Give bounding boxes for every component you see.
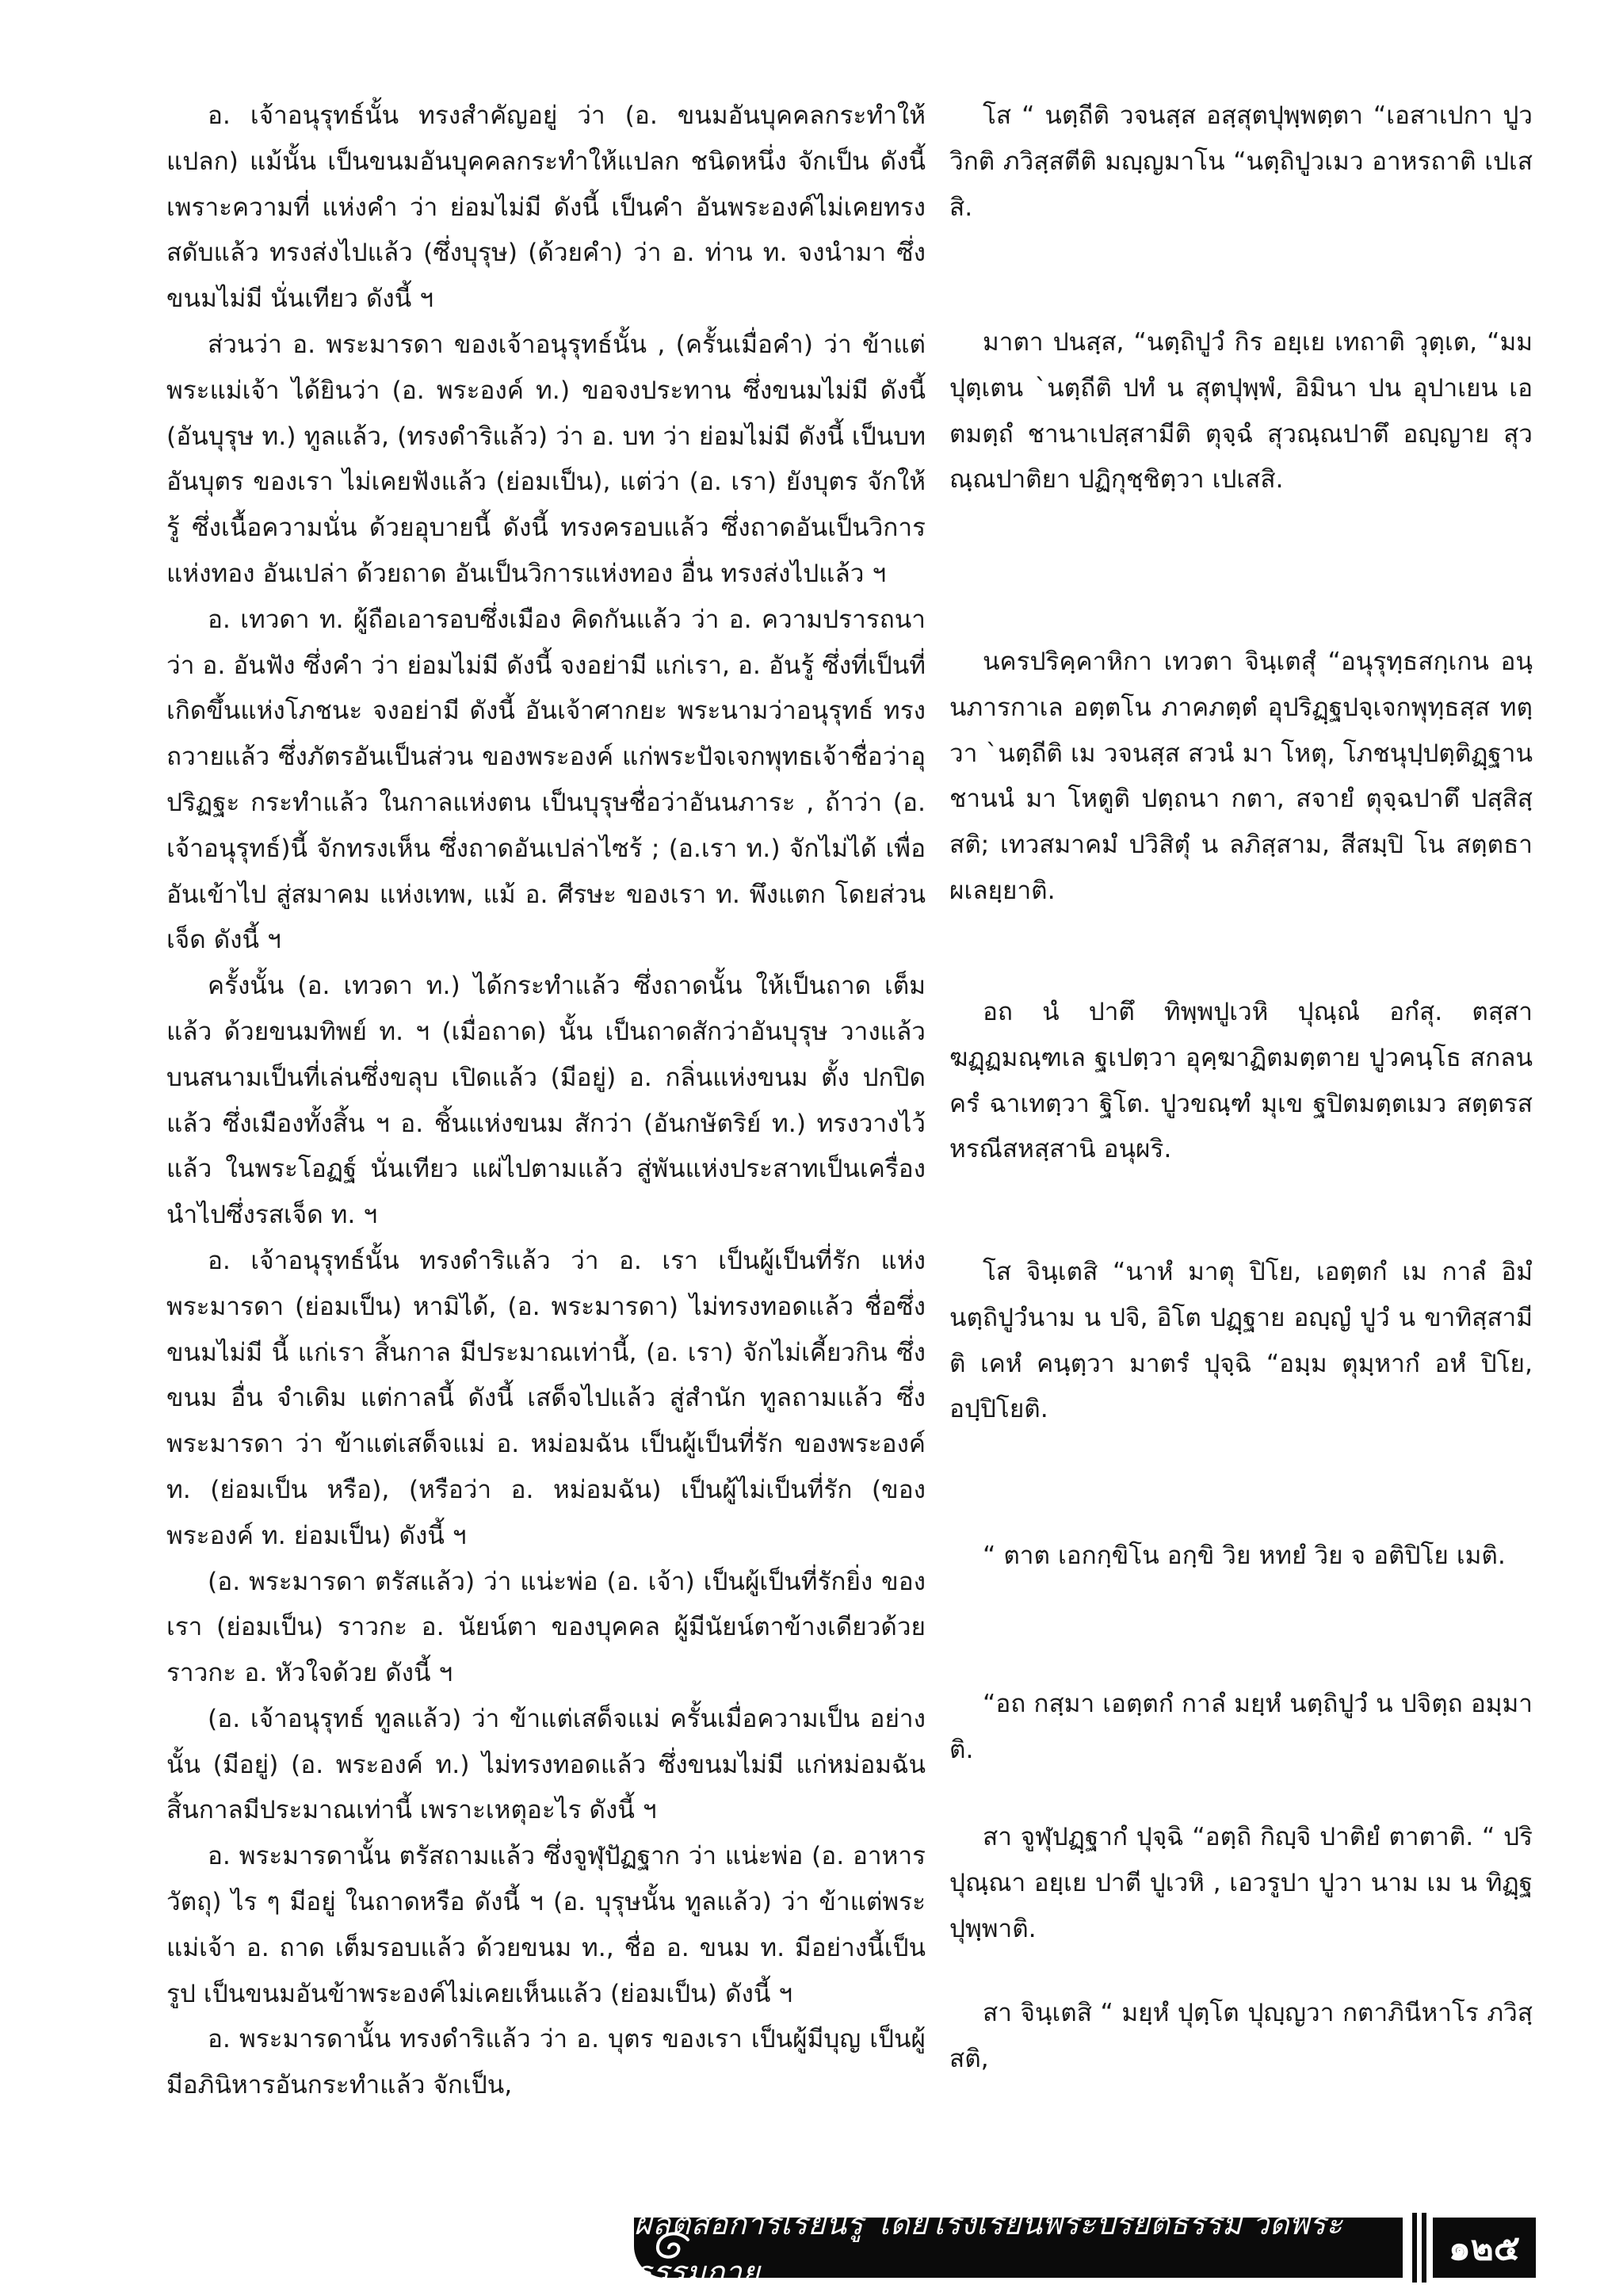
paragraph: อ. เจ้าอนุรุทธ์นั้น ทรงสำคัญอยู่ ว่า (อ. ขนมอันบุคคลกระทำให้แปลก) แม้นั้น เป็นขนมอันบุคคลกระทำให้แปลก ชนิดหนึ่ง จักเป็น ดังนี้ เพราะความที่ แห่งคำ ว่า ย่อมไม่มี ดังนี้ เป็นคำ อันพระองค์ไม่เคยทรงสดับแล้ว ทรงส่งไปแล้ว (ซึ่งบุรุษ) (ด้วยคำ) ว่า อ. ท่าน ท. จงนำมา ซึ่งขนมไม่มี นั่นเทียว ดังนี้ ฯ bbox=[166, 101, 926, 314]
paragraph: อ. พระมารดานั้น ทรงดำริแล้ว ว่า อ. บุตร ของเรา เป็นผู้มีบุญ เป็นผู้มีอภินิหารอันกระทำแล้ว จักเป็น, bbox=[166, 2025, 926, 2100]
pali-paragraph: “อถ กสฺมา เอตฺตกํ กาลํ มยฺหํ นตฺถิปูวํ น ปจิตฺถ อมฺมาติ. bbox=[949, 1690, 1533, 1764]
pali-paragraph: สา จินฺเตสิ “ มยฺหํ ปุตฺโต ปุญฺญวา กตาภินีหาโร ภวิสฺสติ, bbox=[949, 1999, 1533, 2073]
pali-paragraph: นครปริคฺคาหิกา เทวตา จินฺเตสุํ “อนุรุทฺธสกฺเกน อนฺนภารกาเล อตฺตโน ภาคภตฺตํ อุปริฏฺฐปจฺเจกพุทฺธสฺส ทตฺวา `นตฺถีติ เม วจนสฺส สวนํ มา โหตุ, โภชนุปฺปตฺติฏฺฐานชานนํ มา โหตูติ ปตฺถนา กตา, สจายํ ตุจฺฉปาตึ ปสฺสิสฺสติ; เทวสมาคมํ ปวิสิตุํ น ลภิสฺสาม, สีสมฺปิ โน สตฺตธา ผเลยฺยาติ. bbox=[949, 648, 1533, 905]
paragraph: ครั้งนั้น (อ. เทวดา ท.) ได้กระทำแล้ว ซึ่งถาดนั้น ให้เป็นถาด เต็มแล้ว ด้วยขนมทิพย์ ท. ฯ (เมื่อถาด) นั้น เป็นถาดสักว่าอันบุรุษ วางแล้ว บนสนามเป็นที่เล่นซึ่งขลุบ เปิดแล้ว (มีอยู่) อ. กลิ่นแห่งขนม ตั้ง ปกปิดแล้ว ซึ่งเมืองทั้งสิ้น ฯ อ. ชิ้นแห่งขนม สักว่า (อันกษัตริย์ ท.) ทรงวางไว้แล้ว ในพระโอฏฐ์ นั่นเทียว แผ่ไปตามแล้ว สู่พันแห่งประสาทเป็นเครื่องนำไปซึ่งรสเจ็ด ท. ฯ bbox=[166, 972, 926, 1230]
paragraph: (อ. เจ้าอนุรุทธ์ ทูลแล้ว) ว่า ข้าแต่เสด็จแม่ ครั้นเมื่อความเป็น อย่างนั้น (มีอยู่) (อ. พระองค์ ท.) ไม่ทรงทอดแล้ว ซึ่งขนมไม่มี แก่หม่อมฉัน สิ้นกาลมีประมาณเท่านี้ เพราะเหตุอะไร ดังนี้ ฯ bbox=[166, 1704, 926, 1825]
swirl-ornament-icon bbox=[648, 2224, 696, 2268]
footer-divider bbox=[1412, 2213, 1417, 2283]
pali-paragraph: “ ตาต เอกกฺขิโน อกฺขิ วิย หทยํ วิย จ อติปิโย เมติ. bbox=[983, 1541, 1506, 1570]
footer-divider bbox=[1422, 2213, 1426, 2283]
pali-paragraph: อถ นํ ปาตึ ทิพฺพปูเวหิ ปุณฺณํ อกํสุ. ตสฺสา ฆฏฺฏมณฺฑเล ฐเปตฺวา อุคฺฆาฏิตมตฺตาย ปูวคนฺโธ สกลนครํ ฉาเทตฺวา ฐิโต. ปูวขณฺฑํ มุเข ฐปิตมตฺตเมว สตฺตรสหรณีสหสฺสานิ อนุผริ. bbox=[949, 998, 1533, 1164]
paragraph: อ. พระมารดานั้น ตรัสถามแล้ว ซึ่งจูฬุปัฏฐาก ว่า แน่ะพ่อ (อ. อาหารวัตถุ) ไร ๆ มีอยู่ ในถาดหรือ ดังนี้ ฯ (อ. บุรุษนั้น ทูลแล้ว) ว่า ข้าแต่พระแม่เจ้า อ. ถาด เต็มรอบแล้ว ด้วยขนม ท., ชื่อ อ. ขนม ท. มีอย่างนี้เป็นรูป เป็นขนมอันข้าพระองค์ไม่เคยเห็นแล้ว (ย่อมเป็น) ดังนี้ ฯ bbox=[166, 1842, 926, 2008]
footer-text: ผลิตสื่อการเรียนรู้ โดยโรงเรียนพระปริยัติธรรม วัดพระธรรมกาย bbox=[634, 2206, 1343, 2290]
paragraph: (อ. พระมารดา ตรัสแล้ว) ว่า แน่ะพ่อ (อ. เจ้า) เป็นผู้เป็นที่รักยิ่ง ของเรา (ย่อมเป็น) ราวกะ อ. นัยน์ตา ของบุคคล ผู้มีนัยน์ตาข้างเดียวด้วย ราวกะ อ. หัวใจด้วย ดังนี้ ฯ bbox=[166, 1567, 926, 1688]
pali-paragraph: สา จูฬุปฏฺฐากํ ปุจฺฉิ “อตฺถิ กิญฺจิ ปาติยํ ตาตาติ. “ ปริปุณฺณา อยฺเย ปาตี ปูเวหิ , เอวรูปา ปูวา นาม เม น ทิฏฺฐปุพฺพาติ. bbox=[949, 1823, 1533, 1943]
paragraph: อ. เจ้าอนุรุทธ์นั้น ทรงดำริแล้ว ว่า อ. เรา เป็นผู้เป็นที่รัก แห่งพระมารดา (ย่อมเป็น) หามิได้, (อ. พระมารดา) ไม่ทรงทอดแล้ว ชื่อซึ่งขนมไม่มี นี้ แก่เรา สิ้นกาล มีประมาณเท่านี้, (อ. เรา) จักไม่เคี้ยวกิน ซึ่งขนม อื่น จำเดิม แต่กาลนี้ ดังนี้ เสด็จไปแล้ว สู่สำนัก ทูลถามแล้ว ซึ่งพระมารดา ว่า ข้าแต่เสด็จแม่ อ. หม่อมฉัน เป็นผู้เป็นที่รัก ของพระองค์ ท. (ย่อมเป็น หรือ), (หรือว่า อ. หม่อมฉัน) เป็นผู้ไม่เป็นที่รัก (ของพระองค์ ท. ย่อมเป็น) ดังนี้ ฯ bbox=[166, 1246, 926, 1550]
page-number: ๑๒๕ bbox=[1433, 2218, 1536, 2278]
pali-paragraph: โส “ นตฺถีติ วจนสฺส อสฺสุตปุพฺพตฺตา “เอสาเปกา ปูววิกติ ภวิสฺสตีติ มญฺญมาโน “นตฺถิปูวเมว อาหรถาติ เปเสสิ. bbox=[949, 101, 1533, 222]
pali-paragraph: มาตา ปนสฺส, “นตฺถิปูวํ กิร อยฺเย เทถาติ วุตฺเต, “มม ปุตฺเตน `นตฺถีติ ปทํ น สุตปุพฺพํ, อิมินา ปน อุปาเยน เอตมตฺถํ ชานาเปสฺสามีติ ตุจฺฉํ สุวณฺณปาตึ อญฺญาย สุวณฺณปาติยา ปฏิกุชฺชิตฺวา เปเสสิ. bbox=[949, 328, 1533, 495]
thai-translation-column bbox=[166, 94, 926, 2109]
pali-paragraph: โส จินฺเตสิ “นาหํ มาตุ ปิโย, เอตฺตกํ เม กาลํ อิมํ นตฺถิปูวํนาม น ปจิ, อิโต ปฏฺฐาย อญฺญํ ปูวํ น ขาทิสฺสามีติ เคหํ คนฺตฺวา มาตรํ ปุจฺฉิ “อมฺม ตุมฺหากํ อหํ ปิโย, อปฺปิโยติ. bbox=[949, 1258, 1533, 1424]
paragraph: ส่วนว่า อ. พระมารดา ของเจ้าอนุรุทธ์นั้น , (ครั้นเมื่อคำ) ว่า ข้าแต่พระแม่เจ้า ได้ยินว่า (อ. พระองค์ ท.) ขอจงประทาน ซึ่งขนมไม่มี ดังนี้ (อันบุรุษ ท.) ทูลแล้ว, (ทรงดำริแล้ว) ว่า อ. บท ว่า ย่อมไม่มี ดังนี้ เป็นบทอันบุตร ของเรา ไม่เคยฟังแล้ว (ย่อมเป็น), แต่ว่า (อ. เรา) ยังบุตร จักให้รู้ ซึ่งเนื้อความนั่น ด้วยอุบายนี้ ดังนี้ ทรงครอบแล้ว ซึ่งถาดอันเป็นวิการแห่งทอง อันเปล่า ด้วยถาด อันเป็นวิการแห่งทอง อื่น ทรงส่งไปแล้ว ฯ bbox=[166, 330, 926, 588]
footer-banner bbox=[634, 2206, 1403, 2290]
paragraph: อ. เทวดา ท. ผู้ถือเอารอบซึ่งเมือง คิดกันแล้ว ว่า อ. ความปรารถนา ว่า อ. อันฟัง ซึ่งคำ ว่า ย่อมไม่มี ดังนี้ จงอย่ามี แก่เรา, อ. อันรู้ ซึ่งที่เป็นที่เกิดขึ้นแห่งโภชนะ จงอย่ามี ดังนี้ อันเจ้าศากยะ พระนามว่าอนุรุทธ์ ทรงถวายแล้ว ซึ่งภัตรอันเป็นส่วน ของพระองค์ แก่พระปัจเจกพุทธเจ้าชื่อว่าอุปริฏฐะ กระทำแล้ว ในกาลแห่งตน เป็นบุรุษชื่อว่าอันนภาระ , ถ้าว่า (อ. เจ้าอนุรุทธ์)นี้ จักทรงเห็น ซึ่งถาดอันเปล่าไซร้ ; (อ.เรา ท.) จักไม่ได้ เพื่ออันเข้าไป สู่สมาคม แห่งเทพ, แม้ อ. ศีรษะ ของเรา ท. พึงแตก โดยส่วนเจ็ด ดังนี้ ฯ bbox=[166, 605, 926, 955]
